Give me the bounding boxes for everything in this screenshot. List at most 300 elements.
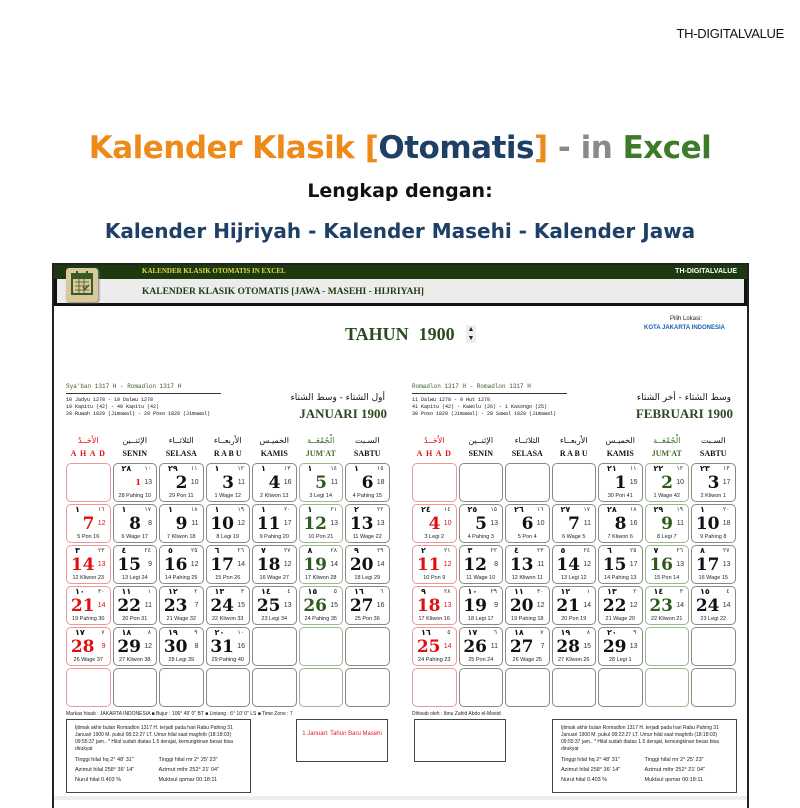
masehi-day: 3 [222, 473, 234, 493]
hijri-secondary: ١٥ [377, 465, 384, 472]
hijri-secondary: ١٥ [490, 506, 497, 513]
holiday-box-january [296, 719, 388, 762]
day-cell[interactable] [345, 463, 390, 502]
weekday-latin: SELASA [165, 449, 197, 458]
day-cell[interactable] [459, 504, 504, 543]
day-cell[interactable] [66, 504, 111, 543]
day-cell[interactable] [66, 627, 111, 666]
stat: Azimut mthr 252° 21' 04" [158, 767, 220, 773]
weekday-header [458, 434, 505, 459]
side-number: 14 [237, 561, 245, 568]
hijri-day: ١٩ [168, 628, 178, 637]
day-cell[interactable] [598, 504, 643, 543]
masehi-day: 4 [428, 514, 441, 534]
hijri-day: ٢٥ [467, 505, 478, 514]
month-title [636, 406, 733, 421]
hijri-secondary: ١٠ [144, 465, 151, 472]
month-name: FEBRUARI [635, 406, 704, 421]
hijri-secondary: ١٧ [144, 506, 151, 513]
month-name: JANUARI [299, 406, 358, 421]
hijri-day: ٢٦ [514, 505, 524, 514]
side-number: 17 [283, 520, 292, 527]
weekday-arabic: الإثنــين [468, 436, 494, 445]
jawa-line: 10 Jadyu 1278 - 10 Dalwu 1278 [66, 397, 154, 403]
masehi-day: 11 [256, 514, 281, 534]
hijri-secondary: ٢٣ [537, 547, 544, 554]
weekday-header [344, 434, 391, 459]
empty-day-cell [206, 668, 251, 707]
hijri-secondary: ٢٦ [237, 547, 244, 554]
masehi-day: 3 [707, 473, 720, 493]
weekday-header [298, 434, 345, 459]
weekday-header-row [411, 434, 737, 459]
hijri-secondary: ٢ [633, 588, 637, 595]
masehi-day: 1 [135, 477, 141, 487]
hijri-secondary: ١٩ [676, 506, 683, 513]
day-cell[interactable] [299, 463, 344, 502]
hijri-range: Sya'ban 1317 H - Romadlon 1317 H [66, 383, 221, 394]
jawa-pasaran: 4 Pahing 15 [352, 493, 382, 499]
month-header [412, 383, 737, 423]
weekday-latin: SABTU [353, 449, 381, 458]
day-cell[interactable] [412, 545, 457, 584]
side-number: 8 [494, 561, 498, 568]
day-cell[interactable] [505, 504, 550, 543]
masehi-day: 14 [556, 555, 580, 575]
masehi-day: 10 [210, 514, 234, 534]
hijri-day: ١١ [514, 587, 524, 596]
jawa-pasaran: 6 Wage 17 [121, 534, 148, 540]
hijri-secondary: ٢٤ [144, 547, 151, 554]
weekday-arabic: الأحَــدُ [423, 436, 445, 445]
hijri-secondary: ٥ [447, 629, 451, 636]
hijri-secondary: ٩ [194, 629, 198, 636]
hijri-secondary: ٤ [287, 588, 291, 595]
hijri-day: ٩ [421, 587, 426, 596]
masehi-day: 26 [463, 637, 487, 657]
hijri-secondary: ١٢ [237, 465, 244, 472]
day-cell[interactable] [299, 586, 344, 625]
weekday-header [251, 434, 298, 459]
day-cell[interactable] [552, 627, 597, 666]
weekday-arabic: الأربعــاء [559, 436, 588, 445]
side-number: 8 [194, 643, 199, 650]
empty-day-cell [459, 463, 504, 502]
side-number: 13 [490, 520, 498, 527]
weekday-latin: JUM'AT [305, 449, 336, 458]
day-cell[interactable] [159, 463, 204, 502]
hijri-secondary: ٧ [101, 629, 105, 636]
side-number: 14 [722, 602, 731, 609]
side-number: 10 [190, 479, 199, 486]
month-title [299, 406, 387, 421]
masehi-day: 15 [602, 555, 627, 575]
subtitle-calendars: Kalender Hijriyah - Kalender Masehi - Kalender Jawa [104, 219, 696, 243]
weekday-latin: SENIN [122, 449, 147, 458]
hijri-day: ١ [261, 464, 266, 473]
stat: Muktsul qomar 00:18:11 [158, 777, 218, 783]
day-cell[interactable] [113, 627, 158, 666]
jawa-pasaran: 13 Legi 12 [560, 575, 587, 581]
jawa-line: 10 Kapitu (42) - 40 Kapitu (42) [66, 404, 160, 410]
spin-down-icon[interactable]: ▼ [467, 335, 475, 342]
jawa-line: 11 Dalwu 1278 - 9 Hut 1278 [412, 397, 491, 403]
stat: Tinggi hilal hq 2° 48' 31" [75, 757, 134, 763]
day-cell[interactable] [691, 463, 736, 502]
hijri-day: ٦ [607, 546, 612, 555]
hijri-day: ١ [214, 505, 220, 514]
hijri-day: ١٨ [121, 628, 132, 637]
hijri-day: ١٥ [700, 587, 710, 596]
weekday-latin: A H A D [70, 449, 106, 458]
masehi-day: 5 [315, 473, 327, 493]
masehi-day: 4 [268, 473, 281, 493]
hijri-day: ١٩ [560, 628, 571, 637]
weekday-arabic: السـبت [355, 436, 380, 445]
hijri-secondary: ١٤ [444, 506, 451, 513]
masehi-day: 29 [602, 637, 627, 657]
hijri-day: ٤ [514, 546, 519, 555]
weekday-arabic: الأحَــدُ [77, 436, 99, 445]
weekday-header [690, 434, 737, 459]
weekday-arabic: الإثنــين [122, 436, 148, 445]
masehi-day: 18 [256, 555, 281, 575]
hijri-secondary: ٣ [679, 588, 683, 595]
masehi-day: 23 [649, 596, 673, 616]
stat: Muktsul qomar 00:18:11 [644, 777, 704, 783]
side-number: 14 [97, 602, 106, 609]
masehi-day: 1 [614, 473, 627, 493]
day-cell[interactable] [159, 545, 204, 584]
hijri-secondary: ١٦ [537, 506, 544, 513]
side-number: 9 [148, 561, 152, 568]
masehi-day: 19 [463, 596, 487, 616]
hijri-day: ٢٧ [560, 505, 571, 514]
side-number: 13 [283, 602, 292, 609]
jawa-pasaran: 12 Kliwon 23 [72, 575, 104, 581]
day-cell[interactable] [113, 586, 158, 625]
side-number: 12 [237, 520, 245, 527]
location-label: Pilih Lokasi: [670, 316, 703, 322]
hijri-secondary: ٢٣ [98, 547, 105, 554]
masehi-day: 20 [349, 555, 374, 575]
day-cell[interactable] [252, 463, 297, 502]
hijri-secondary: ٢٩ [377, 547, 384, 554]
hijri-day: ١٠ [467, 587, 478, 596]
empty-day-cell [252, 668, 297, 707]
side-number: 17 [722, 479, 731, 486]
hijri-secondary: ٢١ [444, 547, 451, 554]
day-cell[interactable] [113, 545, 158, 584]
jawa-pasaran: 8 Legi 19 [216, 534, 240, 540]
hijri-day: ٦ [214, 546, 220, 555]
jawa-pasaran: 19 Pahing 30 [72, 616, 105, 622]
day-cell[interactable] [159, 586, 204, 625]
masehi-day: 31 [210, 637, 234, 657]
side-number: 16 [237, 643, 245, 650]
masehi-day: 2 [661, 473, 673, 493]
masehi-day: 28 [70, 637, 95, 657]
jawa-pasaran: 27 Kliwon 38 [119, 657, 151, 663]
stat: Azimut hilal 258° 36' 14" [561, 767, 621, 773]
header-brand: TH-DIGITALVALUE [675, 268, 737, 275]
masehi-day: 2 [175, 473, 188, 493]
jawa-pasaran: 21 Wage 20 [605, 616, 635, 622]
masehi-day: 12 [303, 514, 327, 534]
weekday-arabic: الأربعــاء [213, 436, 242, 445]
hijri-day: ٢٨ [607, 505, 617, 514]
side-number: 11 [537, 561, 545, 568]
day-cell[interactable] [113, 463, 158, 502]
masehi-day: 26 [303, 596, 327, 616]
markas-hisab-note: Markas hisab : JAKARTA INDONESIA ■ Bujur : 106° 49' 0" BT ■ Lintang : 6° 10' 0" LS ■ Time Zone : 7 [66, 711, 293, 717]
weekday-arabic: الخميـس [605, 436, 635, 445]
side-number: 16 [376, 602, 385, 609]
side-number: 15 [629, 479, 638, 486]
masehi-day: 24 [695, 596, 720, 616]
hijri-secondary: ١٧ [583, 506, 590, 513]
side-number: 12 [144, 643, 152, 650]
masehi-day: 24 [210, 596, 234, 616]
day-cell[interactable] [206, 627, 251, 666]
weekday-header [411, 434, 458, 459]
day-cell[interactable] [459, 545, 504, 584]
hijri-day: ٣ [467, 546, 473, 555]
month-year: 1900 [707, 406, 733, 421]
day-cell[interactable] [412, 586, 457, 625]
day-cell[interactable] [206, 504, 251, 543]
empty-day-cell [345, 668, 390, 707]
jawa-pasaran: 7 Kliwon 18 [167, 534, 196, 540]
side-number: 10 [536, 520, 545, 527]
hijri-secondary: ١٣ [723, 465, 730, 472]
masehi-day: 25 [256, 596, 281, 616]
masehi-day: 5 [475, 514, 487, 534]
stat: Tinggi hilal mr 2° 25' 23" [644, 757, 704, 763]
jawa-pasaran: 20 Pon 31 [122, 616, 148, 622]
hijri-day: ٢ [354, 505, 359, 514]
jawa-pasaran: 11 Wage 10 [466, 575, 496, 581]
day-cell[interactable] [66, 545, 111, 584]
side-number: 13 [144, 479, 152, 486]
day-cell[interactable] [252, 545, 297, 584]
day-cell[interactable] [252, 504, 297, 543]
empty-day-cell [459, 668, 504, 707]
empty-day-cell [412, 668, 457, 707]
weekday-header [158, 434, 205, 459]
day-cell[interactable] [598, 463, 643, 502]
side-number: 13 [97, 561, 106, 568]
hijri-day: ٩ [354, 546, 359, 555]
hijri-day: ٢٤ [421, 505, 431, 514]
hijri-secondary: ٤ [726, 588, 730, 595]
day-cell[interactable] [645, 545, 690, 584]
side-number: 12 [283, 561, 292, 568]
empty-day-cell [159, 668, 204, 707]
day-cell[interactable] [345, 586, 390, 625]
stat: Tinggi hilal mr 2° 25' 23" [158, 757, 218, 763]
day-cell[interactable] [299, 545, 344, 584]
side-number: 11 [144, 602, 152, 609]
weekday-latin: R A B U [559, 449, 588, 458]
day-cell[interactable] [345, 504, 390, 543]
jawa-pasaran: 28 Legi 1 [608, 657, 632, 663]
day-cell[interactable] [505, 545, 550, 584]
jawa-pasaran: 2 Kliwon 13 [260, 493, 289, 499]
masehi-day: 29 [117, 637, 141, 657]
hijri-secondary: ٢٥ [630, 547, 637, 554]
side-number: 12 [190, 561, 199, 568]
masehi-day: 15 [117, 555, 141, 575]
jawa-pasaran: 21 Wage 32 [166, 616, 196, 622]
hijri-range: Romadlon 1317 H - Romadlon 1317 H [412, 383, 567, 394]
masehi-day: 16 [163, 555, 188, 575]
day-cell[interactable] [645, 463, 690, 502]
day-cell[interactable] [691, 545, 736, 584]
jawa-pasaran: 16 Wage 15 [698, 575, 728, 581]
side-number: 11 [330, 479, 338, 486]
day-cell[interactable] [505, 586, 550, 625]
jawa-pasaran: 17 Kliwon 28 [305, 575, 337, 581]
masehi-day: 27 [349, 596, 374, 616]
day-cell[interactable] [505, 627, 550, 666]
side-number: 12 [443, 561, 452, 568]
day-cell[interactable] [299, 504, 344, 543]
empty-day-cell [645, 668, 690, 707]
spin-up-icon[interactable]: ▲ [467, 326, 475, 333]
day-cell[interactable] [206, 463, 251, 502]
hijri-day: ٥ [168, 546, 173, 555]
month-header [66, 383, 391, 423]
day-cell[interactable] [645, 504, 690, 543]
weekday-latin: KAMIS [260, 449, 288, 458]
ijtimak-text: Ijtimak akhir bulan Romadlon 1317 H. terjadi pada hari Rabu Pahing 31 Januari 1900 M. pukul 08:22:27 LT. Umur hilal saat maghrib (18:18:03) 09:55:37 jam.. * Hilal sudah diatas 1.5 derajat, kemungkinan besar bisa dirukyat [561, 725, 719, 752]
day-cell[interactable] [552, 545, 597, 584]
ijtimak-box-january [66, 719, 251, 793]
side-number: 12 [583, 561, 591, 568]
day-cell[interactable] [252, 586, 297, 625]
hijri-day: ٧ [261, 546, 266, 555]
jawa-pasaran: 14 Pahing 13 [604, 575, 637, 581]
side-number: 14 [676, 602, 684, 609]
day-cell[interactable] [412, 504, 457, 543]
day-cell[interactable] [159, 627, 204, 666]
weekday-latin: SENIN [468, 449, 493, 458]
day-cell[interactable] [598, 545, 643, 584]
masehi-day: 6 [521, 514, 534, 534]
year-value[interactable]: 1900 [418, 324, 455, 344]
hijri-secondary: ١٣ [284, 465, 291, 472]
weekday-latin: KAMIS [606, 449, 634, 458]
weekday-header [65, 434, 112, 459]
weekday-arabic: السـبت [701, 436, 726, 445]
hijri-day: ٢ [421, 546, 426, 555]
side-number: 17 [629, 561, 638, 568]
masehi-day: 13 [509, 555, 534, 575]
weekday-arabic: الخميـس [259, 436, 289, 445]
hijri-secondary: ٢٩ [490, 588, 497, 595]
masehi-day: 20 [509, 596, 534, 616]
hijri-secondary: ٢٧ [723, 547, 730, 554]
empty-day-cell [113, 668, 158, 707]
hijri-day: ٢٩ [168, 464, 178, 473]
side-number: 11 [583, 520, 591, 527]
side-number: 12 [536, 602, 545, 609]
hijri-day: ٨ [700, 546, 705, 555]
weekday-latin: SABTU [699, 449, 727, 458]
masehi-day: 11 [416, 555, 441, 575]
jawa-pasaran: 9 Pahing 8 [700, 534, 727, 540]
calendar-icon [66, 268, 98, 302]
jawa-pasaran: 2 Kliwon 1 [700, 493, 726, 499]
location-select[interactable]: KOTA JAKARTA INDONESIA [644, 325, 725, 331]
weekday-header [504, 434, 551, 459]
day-cell[interactable] [206, 586, 251, 625]
day-cell[interactable] [598, 627, 643, 666]
side-number: 18 [376, 479, 385, 486]
title-part: Excel [622, 130, 712, 166]
empty-day-cell [505, 668, 550, 707]
empty-day-cell [552, 668, 597, 707]
day-cell[interactable] [552, 586, 597, 625]
side-number: 8 [148, 520, 152, 527]
side-number: 15 [330, 602, 338, 609]
hijri-secondary: ٢٠ [723, 506, 730, 513]
masehi-day: 21 [70, 596, 95, 616]
side-number: 13 [330, 520, 338, 527]
side-number: 16 [629, 520, 638, 527]
jawa-pasaran: 23 Legi 22 [700, 616, 727, 622]
weekday-latin: SELASA [511, 449, 543, 458]
month-grid [66, 463, 390, 707]
empty-day-cell [505, 463, 550, 502]
day-cell[interactable] [206, 545, 251, 584]
subtitle: Lengkap dengan: [307, 180, 493, 202]
side-number: 13 [629, 643, 638, 650]
stat: Nurul hilal 0.403 % [75, 777, 122, 783]
day-cell[interactable] [552, 504, 597, 543]
side-number: 9 [494, 602, 498, 609]
hijri-day: ٢٨ [121, 464, 132, 473]
title-part: Kalender Klasik [88, 130, 365, 166]
empty-day-cell [345, 627, 390, 666]
day-cell[interactable] [459, 586, 504, 625]
masehi-day: 9 [175, 514, 188, 534]
year-spinner[interactable] [466, 325, 476, 343]
hijri-secondary: ٣ [240, 588, 244, 595]
day-cell[interactable] [691, 586, 736, 625]
day-cell[interactable] [598, 586, 643, 625]
day-cell[interactable] [412, 627, 457, 666]
masehi-day: 7 [82, 514, 95, 534]
hijri-day: ١ [168, 505, 173, 514]
masehi-day: 14 [70, 555, 95, 575]
masehi-day: 8 [614, 514, 627, 534]
hijri-day: ١٤ [261, 587, 271, 596]
side-number: 15 [237, 602, 245, 609]
day-cell[interactable] [159, 504, 204, 543]
jawa-pasaran: 17 Kliwon 16 [418, 616, 450, 622]
hijri-secondary: ٢٢ [490, 547, 497, 554]
hijri-day: ١٣ [607, 587, 617, 596]
day-cell[interactable] [691, 504, 736, 543]
day-cell[interactable] [459, 627, 504, 666]
day-cell[interactable] [645, 586, 690, 625]
day-cell[interactable] [345, 545, 390, 584]
day-cell[interactable] [66, 586, 111, 625]
side-number: 7 [540, 643, 545, 650]
day-cell[interactable] [113, 504, 158, 543]
